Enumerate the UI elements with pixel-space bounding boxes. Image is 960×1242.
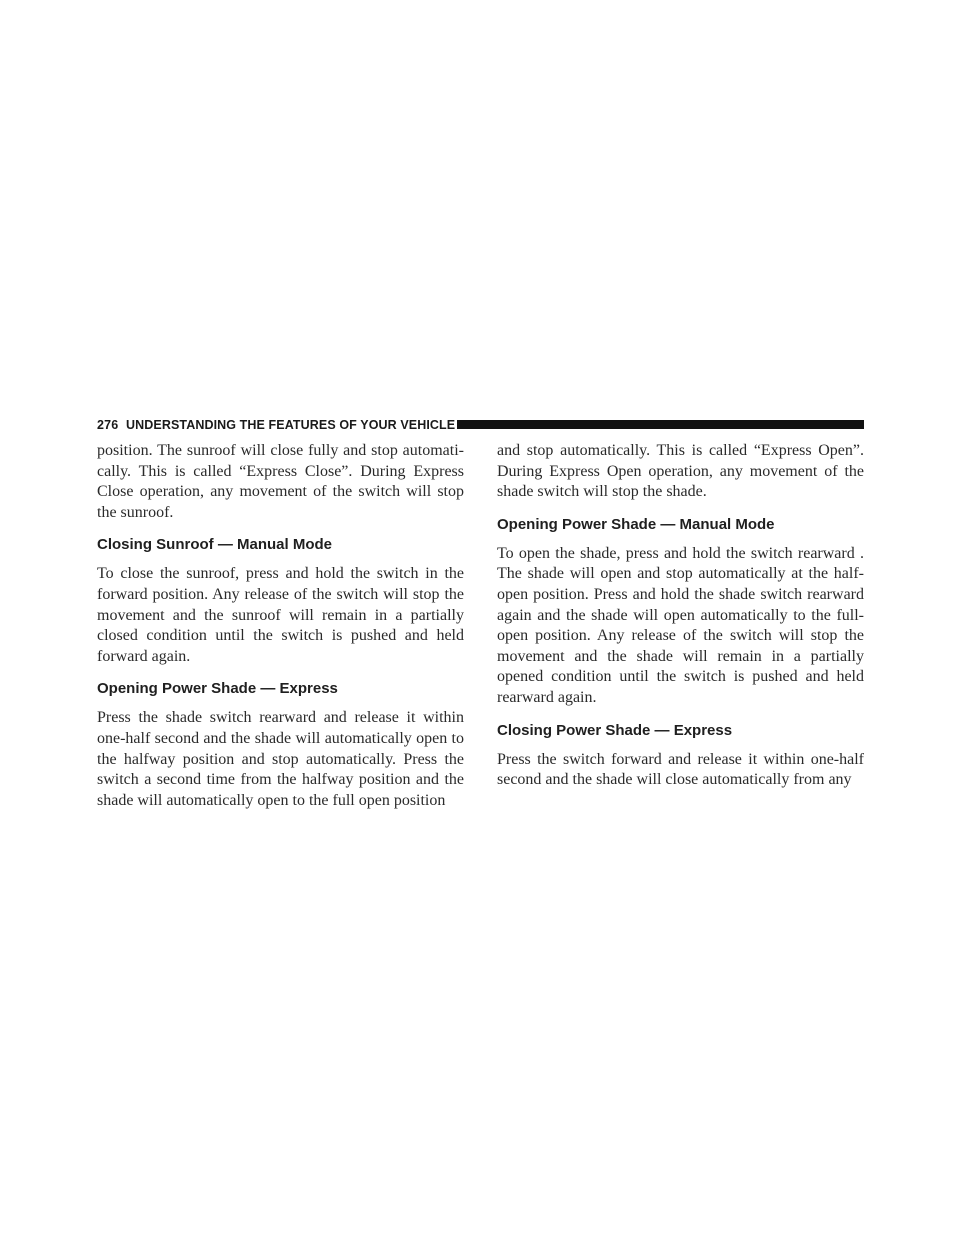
right-column <box>497 441 864 791</box>
heading-opening-shade-manual: Opening Power Shade — Manual Mode <box>497 515 775 533</box>
paragraph-closing-sunroof-manual: To close the sunroof, press and hold the switch in the forward position. Any release of the switch will stop the movement and the sunroof will remain in a partially closed condition until the switch is pushed and held forward again. <box>97 565 464 665</box>
paragraph-express-open: and stop automatically. This is called “Express Open”. During Express Open operation, any movement of the shade switch will stop the shade. <box>497 442 864 501</box>
header-rule <box>457 420 864 429</box>
heading-closing-shade-express: Closing Power Shade — Express <box>497 721 733 739</box>
heading-opening-shade-express: Opening Power Shade — Express <box>97 680 338 698</box>
page-number: 276 <box>97 418 119 432</box>
paragraph-opening-shade-express: Press the shade switch rearward and release it within one-half second and the shade will automatically open to the halfway position and stop automatically. Press the switch a second time from the halfway position and the shade will automatically open to the full open position <box>97 709 464 809</box>
paragraph-express-close: position. The sunroof will close fully and stop automati-cally. This is called “Express Close”. During Express Close operation, any movement of the switch will stop the sunroof. <box>97 442 464 521</box>
section-title: UNDERSTANDING THE FEATURES OF YOUR VEHICLE <box>126 418 456 432</box>
paragraph-opening-shade-manual: To open the shade, press and hold the switch rearward . The shade will open and stop automatically at the half-open position. Press and hold the shade switch rearward again and the shade will open automatically to the full-open position. Any release of the switch will stop the movement and the shade will remain in a partially opened condition until the switch is pushed and held rearward again. <box>497 544 864 706</box>
paragraph-closing-shade-express: Press the switch forward and release it within one-half second and the shade will close automatically from any <box>497 750 864 789</box>
page-header <box>97 416 864 434</box>
left-column <box>97 441 464 811</box>
heading-closing-sunroof-manual: Closing Sunroof — Manual Mode <box>97 536 332 554</box>
